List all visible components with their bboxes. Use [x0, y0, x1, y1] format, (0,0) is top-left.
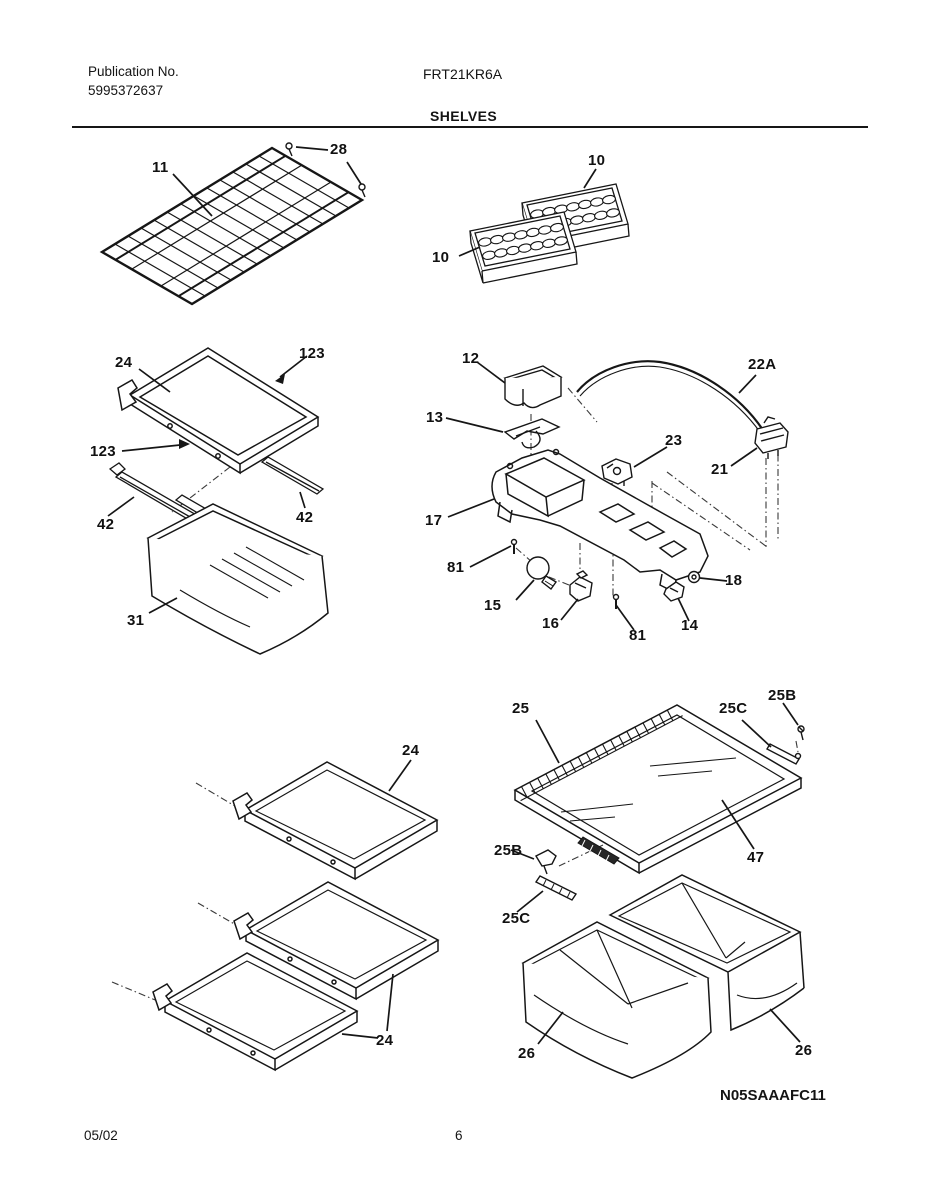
- publication-number: 5995372637: [88, 83, 164, 98]
- ice-tray-drawings: [470, 184, 629, 283]
- header-divider: [72, 126, 868, 128]
- shelf-trim-upper-drawing: [767, 726, 804, 764]
- callout-light-cover-box: 12: [462, 350, 480, 367]
- callout-wiring-harness: 22A: [748, 356, 777, 373]
- callout-retainer-clip: 14: [681, 617, 699, 634]
- glass-shelf-stack-drawing: [153, 762, 438, 1070]
- callout-glass-shelf-lower: 24: [376, 1032, 394, 1049]
- callout-pan-rail-left: 42: [97, 516, 115, 533]
- meat-pan-drawing: [148, 504, 328, 654]
- callout-screw-upper: 81: [447, 559, 465, 576]
- callout-shelf-support-frame: 17: [425, 512, 443, 529]
- callout-ice-tray-lower: 10: [432, 249, 450, 266]
- light-cover-drawing: [505, 366, 561, 408]
- callout-crisper-drawer-right: 26: [795, 1042, 813, 1059]
- callout-crisper-cover-frame: 24: [115, 354, 133, 371]
- model-number: FRT21KR6A: [423, 66, 503, 82]
- callout-screw-lower: 81: [629, 627, 647, 644]
- section-title: SHELVES: [430, 108, 498, 124]
- support-frame-drawing: [492, 450, 708, 593]
- connector-drawing: [755, 417, 788, 459]
- callout-shelf-trim-screw-lower: 25B: [494, 842, 523, 859]
- light-shield-drawing: [505, 419, 559, 448]
- callout-pan-rail-right: 42: [296, 509, 314, 526]
- diagram-code: N05SAAAFC11: [720, 1087, 826, 1104]
- callout-shelf-trim-lower: 25C: [502, 910, 531, 927]
- callout-grommet: 18: [725, 572, 743, 589]
- callout-wire-shelf: 11: [152, 159, 169, 176]
- callout-spill-safe-shelf: 25: [512, 700, 530, 717]
- callout-shelf-trim-upper: 25C: [719, 700, 748, 717]
- callout-meat-pan: 31: [127, 612, 145, 629]
- callout-bulb-socket: 16: [542, 615, 560, 632]
- callout-shelf-trim-screw-upper: 25B: [768, 687, 797, 704]
- publication-label: Publication No.: [88, 64, 179, 79]
- callout-cover-trim-front: 123: [299, 345, 325, 362]
- callout-ice-tray-upper: 10: [588, 152, 606, 169]
- callout-light-bulb: 15: [484, 597, 502, 614]
- callout-crisper-drawer-left: 26: [518, 1045, 536, 1062]
- callout-cover-trim-rear: 123: [90, 443, 116, 460]
- spill-safe-shelf-drawing: [515, 705, 801, 873]
- callout-light-switch: 23: [665, 432, 683, 449]
- callout-light-shield: 13: [426, 409, 444, 426]
- harness-drawing: [577, 361, 763, 432]
- crisper-drawers-drawing: [523, 875, 804, 1078]
- footer-page-number: 6: [455, 1128, 463, 1143]
- wire-shelf-drawing: [102, 148, 362, 304]
- footer-date: 05/02: [84, 1128, 118, 1143]
- callout-wire-shelf-screw: 28: [330, 141, 348, 158]
- crisper-cover-drawing: [118, 348, 318, 473]
- callout-shelf-glass: 47: [747, 849, 765, 866]
- callout-harness-connector: 21: [711, 461, 729, 478]
- callout-glass-shelf-upper: 24: [402, 742, 420, 759]
- shelf-screws-drawing: [286, 143, 365, 197]
